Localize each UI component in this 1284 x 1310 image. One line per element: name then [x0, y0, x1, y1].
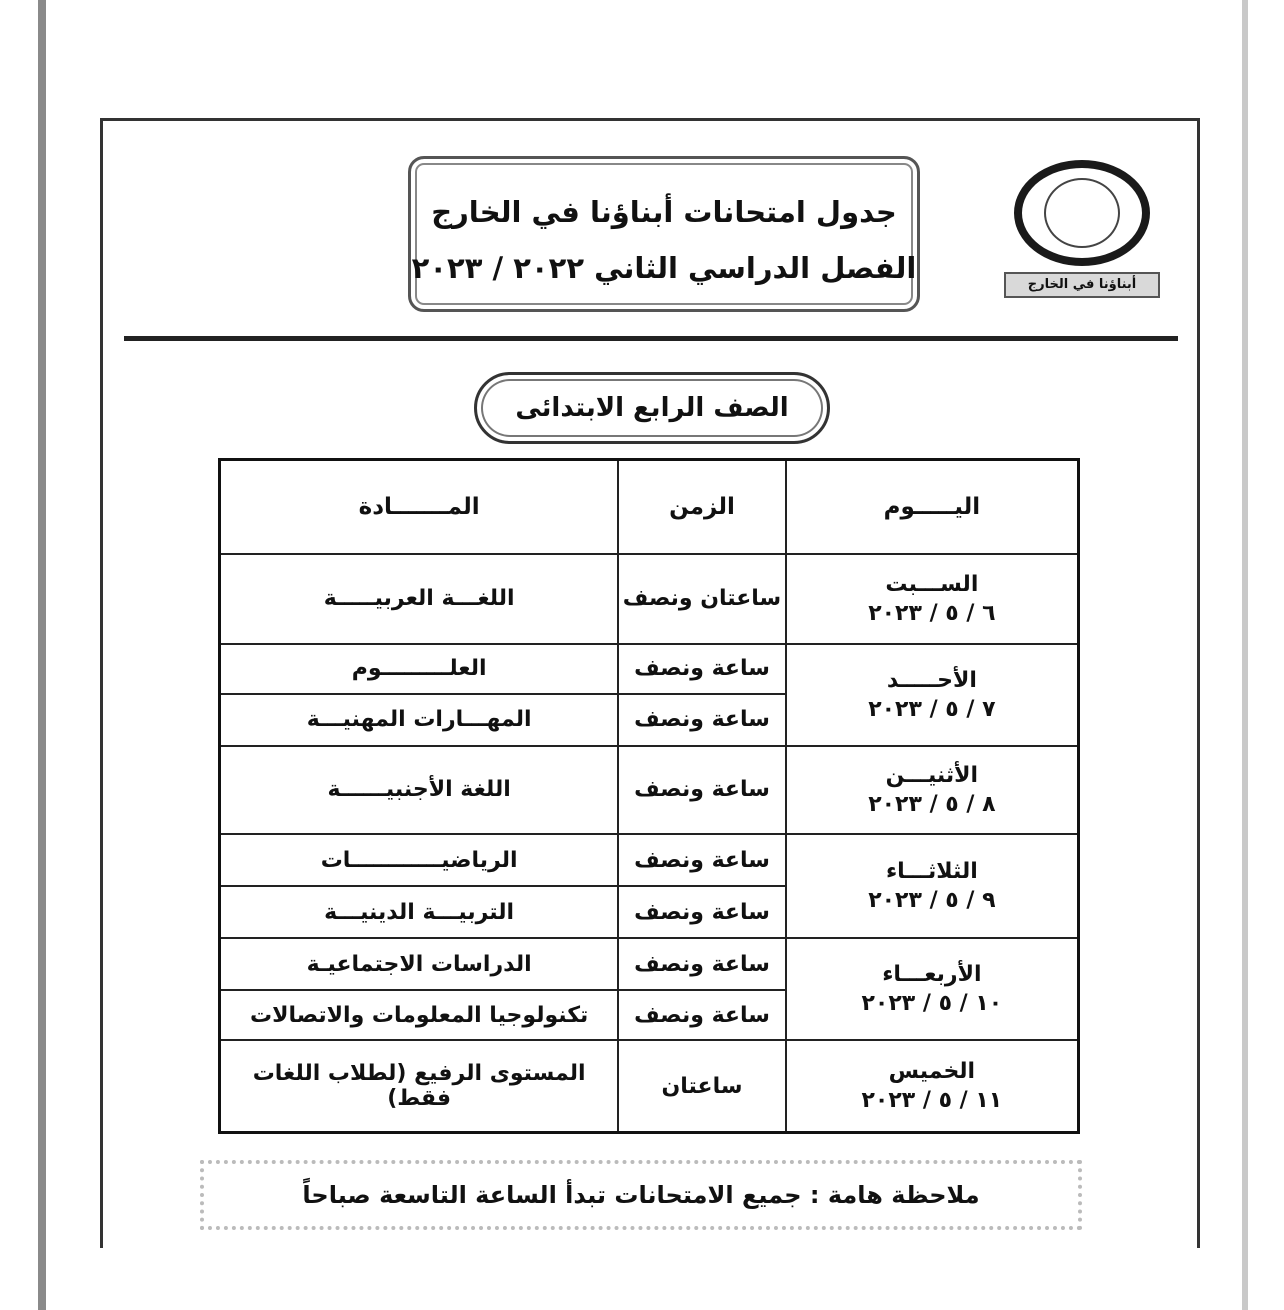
day-date: ٦ / ٥ / ٢٠٢٣ [868, 600, 996, 626]
header-subject: المـــــــادة [220, 460, 619, 554]
semester-subtitle: الفصل الدراسي الثاني ٢٠٢٢ / ٢٠٢٣ [411, 251, 917, 285]
header-time: الزمن [618, 460, 785, 554]
subject-cell: تكنولوجيا المعلومات والاتصالات [220, 990, 619, 1040]
page-edge-left [38, 0, 46, 1310]
title-box [408, 156, 920, 312]
table-row [220, 746, 1079, 834]
day-name: الأربعـــاء [882, 962, 982, 988]
logo-band: أبناؤنا في الخارج [1004, 272, 1160, 298]
subject-cell: اللغـــة العربيـــــة [220, 554, 619, 644]
day-cell [786, 746, 1079, 834]
subject-cell: المهـــارات المهنيـــة [220, 694, 619, 746]
day-cell [786, 834, 1079, 938]
day-cell [786, 644, 1079, 746]
grade-title: الصف الرابع الابتدائى [474, 372, 830, 444]
time-cell: ساعة ونصف [618, 938, 785, 990]
day-cell [786, 938, 1079, 1040]
table-header-row [220, 460, 1079, 554]
day-name: الخميس [888, 1059, 976, 1085]
subject-cell: التربيـــة الدينيـــة [220, 886, 619, 938]
time-cell: ساعة ونصف [618, 834, 785, 886]
header-day: اليـــــوم [786, 460, 1079, 554]
table-row [220, 834, 1079, 886]
important-note: ملاحظة هامة : جميع الامتحانات تبدأ الساعة التاسعة صباحاً [200, 1160, 1082, 1230]
day-name: الأثنيـــن [885, 762, 979, 788]
table-row [220, 644, 1079, 694]
day-name: الأحـــــد [886, 667, 977, 693]
day-date: ٨ / ٥ / ٢٠٢٣ [868, 791, 996, 817]
day-name: الثلاثـــاء [885, 859, 978, 885]
day-cell [786, 554, 1079, 644]
logo-emblem-icon [1014, 160, 1150, 266]
subject-cell: اللغة الأجنبيــــــة [220, 746, 619, 834]
subject-cell: الرياضيــــــــــــات [220, 834, 619, 886]
table-row [220, 554, 1079, 644]
time-cell: ساعة ونصف [618, 694, 785, 746]
time-cell: ساعة ونصف [618, 990, 785, 1040]
page-title: جدول امتحانات أبناؤنا في الخارج [431, 195, 897, 229]
exam-schedule-table [218, 458, 1080, 1134]
day-date: ٧ / ٥ / ٢٠٢٣ [868, 696, 996, 722]
time-cell: ساعتان [618, 1040, 785, 1132]
day-date: ١١ / ٥ / ٢٠٢٣ [861, 1088, 1003, 1114]
day-date: ١٠ / ٥ / ٢٠٢٣ [861, 991, 1003, 1017]
day-cell [786, 1040, 1079, 1132]
subject-cell: العلـــــــــوم [220, 644, 619, 694]
table-row [220, 1040, 1079, 1132]
header-divider [124, 336, 1178, 341]
time-cell: ساعة ونصف [618, 644, 785, 694]
day-name: الســـبت [885, 571, 979, 597]
time-cell: ساعة ونصف [618, 746, 785, 834]
ministry-logo [1004, 160, 1164, 310]
subject-cell: المستوى الرفيع (لطلاب اللغات فقط) [220, 1040, 619, 1132]
subject-cell: الدراسات الاجتماعيـة [220, 938, 619, 990]
page-edge-right [1242, 0, 1248, 1310]
time-cell: ساعتان ونصف [618, 554, 785, 644]
time-cell: ساعة ونصف [618, 886, 785, 938]
day-date: ٩ / ٥ / ٢٠٢٣ [868, 888, 996, 914]
table-row [220, 938, 1079, 990]
